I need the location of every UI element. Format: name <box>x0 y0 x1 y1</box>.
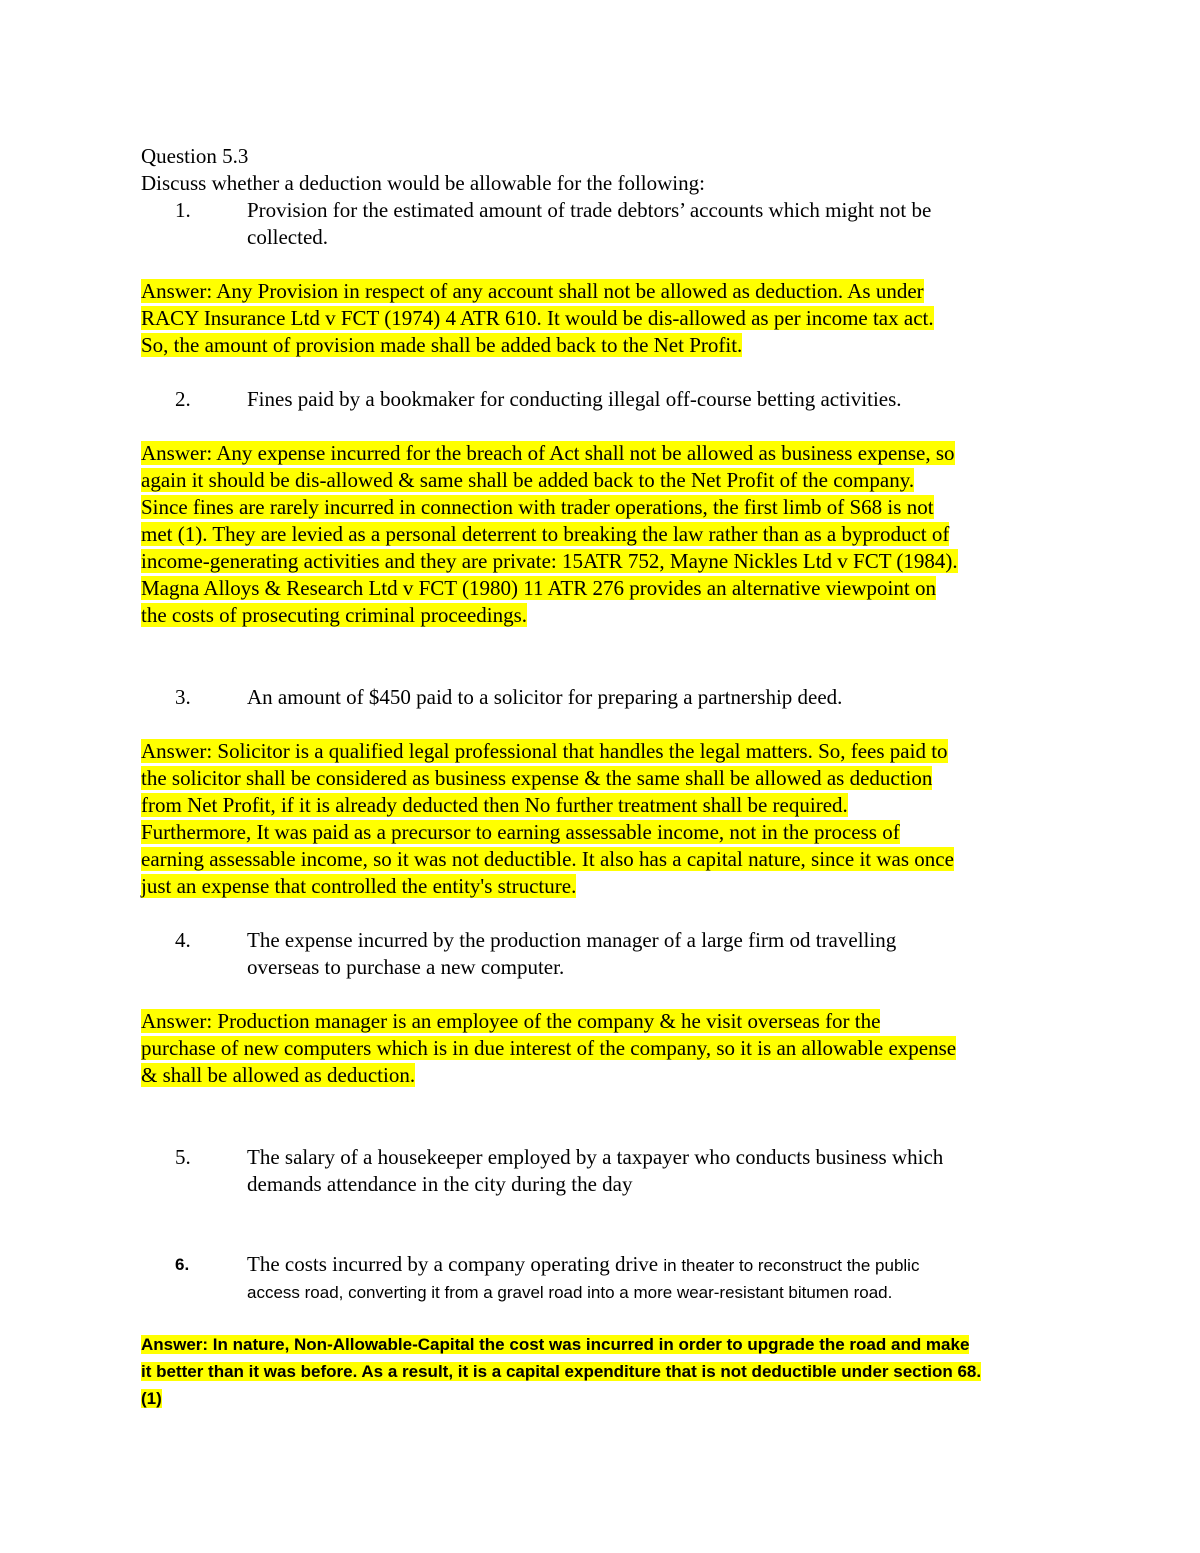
answer-text: Answer: Solicitor is a qualified legal professional that handles the legal matters. So, fees paid to <box>141 739 948 763</box>
answer-text: from Net Profit, if it is already deducted then No further treatment shall be required. <box>141 793 848 817</box>
answer-text: RACY Insurance Ltd v FCT (1974) 4 ATR 610. It would be dis-allowed as per income tax act. <box>141 306 934 330</box>
list-item-text: in theater to reconstruct the public <box>663 1256 920 1275</box>
answer-1 <box>141 278 1071 359</box>
list-item-4 <box>175 927 1055 981</box>
list-item-number: 4. <box>175 928 191 952</box>
list-item-text: The salary of a housekeeper employed by a taxpayer who conducts business which <box>247 1145 944 1169</box>
answer-text: again it should be dis-allowed & same shall be added back to the Net Profit of the company. <box>141 468 915 492</box>
answer-text: Answer: Any Provision in respect of any account shall not be allowed as deduction. As under <box>141 279 924 303</box>
question-heading-block <box>141 143 1071 197</box>
answer-text: income-generating activities and they are private: 15ATR 752, Mayne Nickles Ltd v FCT (1984). <box>141 549 958 573</box>
list-item-6 <box>175 1251 1055 1305</box>
answer-text: Since fines are rarely incurred in connection with trader operations, the first limb of S68 is not <box>141 495 934 519</box>
list-item-number: 2. <box>175 387 191 411</box>
list-item-3 <box>175 684 1055 711</box>
list-item-text: demands attendance in the city during the day <box>247 1172 633 1196</box>
answer-text: Furthermore, It was paid as a precursor to earning assessable income, not in the process of <box>141 820 900 844</box>
list-item-text: Provision for the estimated amount of trade debtors’ accounts which might not be <box>247 198 932 222</box>
list-item-number: 5. <box>175 1145 191 1169</box>
answer-text: earning assessable income, so it was not deductible. It also has a capital nature, since it was once <box>141 847 954 871</box>
list-item-text: access road, converting it from a gravel road into a more wear-resistant bitumen road. <box>247 1283 893 1302</box>
answer-text: Answer: Any expense incurred for the breach of Act shall not be allowed as business expense, so <box>141 441 955 465</box>
answer-text: purchase of new computers which is in due interest of the company, so it is an allowable expense <box>141 1036 957 1060</box>
answer-text: met (1). They are levied as a personal deterrent to breaking the law rather than as a byproduct of <box>141 522 950 546</box>
list-item-text: overseas to purchase a new computer. <box>247 955 565 979</box>
answer-text: (1) <box>141 1389 162 1408</box>
answer-text: it better than it was before. As a result, it is a capital expenditure that is not deductible under section 68. <box>141 1362 982 1381</box>
answer-text: & shall be allowed as deduction. <box>141 1063 416 1087</box>
list-item-number: 1. <box>175 198 191 222</box>
answer-2 <box>141 440 1071 629</box>
list-item-text: The costs incurred by a company operating drive <box>247 1252 664 1276</box>
list-item-number: 3. <box>175 685 191 709</box>
answer-6 <box>141 1331 1081 1412</box>
answer-text: the solicitor shall be considered as business expense & the same shall be allowed as deduction <box>141 766 933 790</box>
answer-text: the costs of prosecuting criminal proceedings. <box>141 603 528 627</box>
answer-text: So, the amount of provision made shall be added back to the Net Profit. <box>141 333 743 357</box>
answer-3 <box>141 738 1071 900</box>
question-heading: Question 5.3 <box>141 144 249 168</box>
list-item-text: collected. <box>247 225 329 249</box>
list-item-text: Fines paid by a bookmaker for conducting illegal off-course betting activities. <box>247 387 902 411</box>
answer-text: just an expense that controlled the entity's structure. <box>141 874 577 898</box>
question-intro: Discuss whether a deduction would be allowable for the following: <box>141 171 705 195</box>
answer-text: Answer: In nature, Non-Allowable-Capital the cost was incurred in order to upgrade the road and make <box>141 1335 970 1354</box>
list-item-2 <box>175 386 1055 413</box>
answer-4 <box>141 1008 1071 1089</box>
answer-text: Answer: Production manager is an employee of the company & he visit overseas for the <box>141 1009 881 1033</box>
list-item-1 <box>175 197 1055 251</box>
list-item-number: 6. <box>175 1255 190 1274</box>
list-item-text: The expense incurred by the production manager of a large firm od travelling <box>247 928 897 952</box>
list-item-5 <box>175 1144 1055 1198</box>
list-item-text: An amount of $450 paid to a solicitor for preparing a partnership deed. <box>247 685 843 709</box>
answer-text: Magna Alloys & Research Ltd v FCT (1980) 11 ATR 276 provides an alternative viewpoint on <box>141 576 936 600</box>
